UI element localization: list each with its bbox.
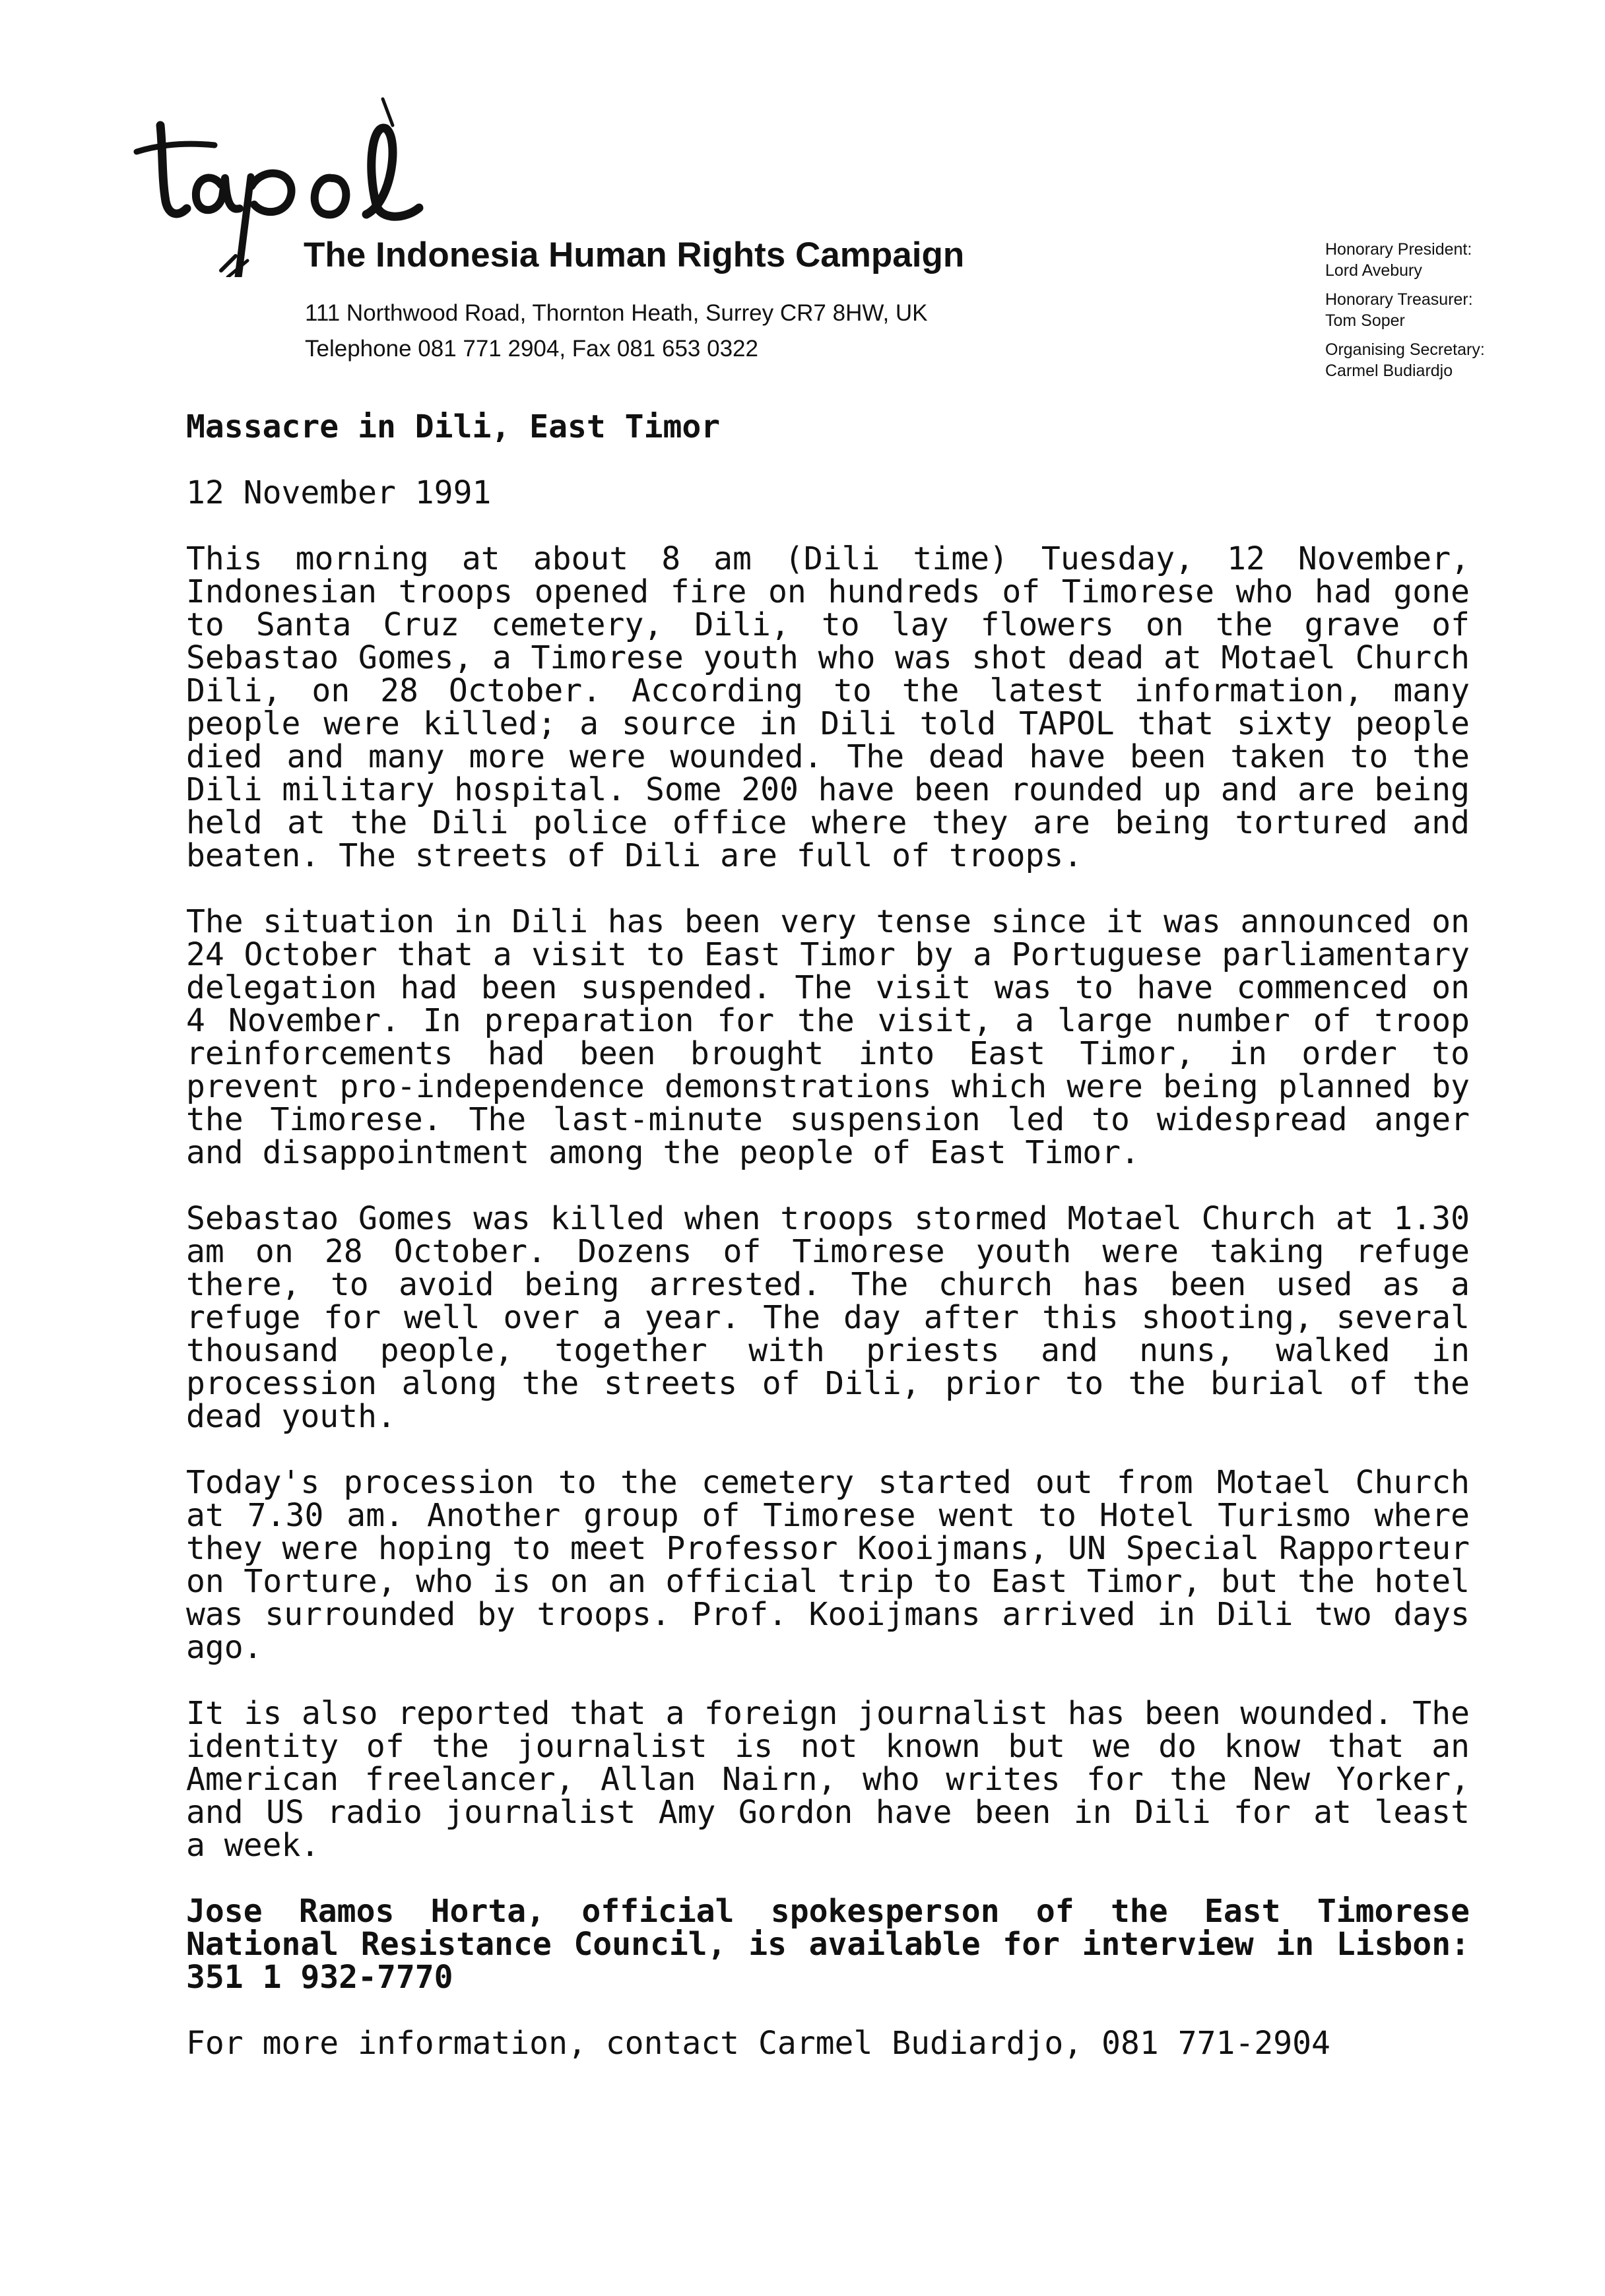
footer-contact: For more information, contact Carmel Budiardjo, 081 771-2904 bbox=[186, 2025, 1330, 2062]
logo-text: tapol bbox=[122, 79, 123, 80]
text-line: held at the Dili police office where they are being tortured and bbox=[186, 804, 1470, 841]
text-line: people were killed; a source in Dili told TAPOL that sixty people bbox=[186, 705, 1470, 742]
secretary-title: Organising Secretary: bbox=[1325, 340, 1485, 359]
text-line: Today's procession to the cemetery started out from Motael Church bbox=[186, 1464, 1470, 1501]
text-line: am on 28 October. Dozens of Timorese youth were taking refuge bbox=[186, 1233, 1470, 1270]
text-line: refuge for well over a year. The day after this shooting, several bbox=[186, 1299, 1470, 1336]
secretary-name: Carmel Budiardjo bbox=[1325, 362, 1453, 380]
text-line: procession along the streets of Dili, prior to the burial of the bbox=[186, 1365, 1470, 1402]
phone-fax-line: Telephone 081 771 2904, Fax 081 653 0322 bbox=[305, 336, 758, 362]
text-line: was surrounded by troops. Prof. Kooijmans arrived in Dili two days bbox=[186, 1596, 1470, 1633]
text-line: The situation in Dili has been very tense since it was announced on bbox=[186, 903, 1470, 940]
text-line: reinforcements had been brought into East Timor, in order to bbox=[186, 1035, 1470, 1072]
contact-paragraph bbox=[186, 1895, 1470, 1994]
text-line: and US radio journalist Amy Gordon have been in Dili for at least bbox=[186, 1794, 1470, 1831]
organisation-name: The Indonesia Human Rights Campaign bbox=[304, 236, 965, 274]
text-line: the Timorese. The last-minute suspension led to widespread anger bbox=[186, 1101, 1470, 1138]
document-date: 12 November 1991 bbox=[186, 474, 492, 511]
president-title: Honorary President: bbox=[1325, 240, 1472, 259]
document-title: Massacre in Dili, East Timor bbox=[186, 408, 721, 445]
text-line: they were hoping to meet Professor Kooijmans, UN Special Rapporteur bbox=[186, 1530, 1470, 1567]
text-line: died and many more were wounded. The dead have been taken to the bbox=[186, 738, 1470, 775]
organisation-address bbox=[305, 296, 928, 367]
address-line: 111 Northwood Road, Thornton Heath, Surrey CR7 8HW, UK bbox=[305, 300, 928, 326]
text-line: dead youth. bbox=[186, 1398, 396, 1435]
text-line: American freelancer, Allan Nairn, who writes for the New Yorker, bbox=[186, 1761, 1470, 1798]
text-line: there, to avoid being arrested. The church has been used as a bbox=[186, 1266, 1470, 1303]
text-line: This morning at about 8 am (Dili time) Tuesday, 12 November, bbox=[186, 540, 1470, 577]
paragraph-4 bbox=[186, 1466, 1470, 1664]
text-line: Dili, on 28 October. According to the latest information, many bbox=[186, 672, 1470, 709]
text-line: at 7.30 am. Another group of Timorese went to Hotel Turismo where bbox=[186, 1497, 1470, 1534]
text-line: Sebastao Gomes, a Timorese youth who was shot dead at Motael Church bbox=[186, 639, 1470, 676]
paragraph-1 bbox=[186, 542, 1470, 872]
treasurer-name: Tom Soper bbox=[1325, 311, 1405, 330]
text-line: Dili military hospital. Some 200 have been rounded up and are being bbox=[186, 771, 1470, 808]
text-line: thousand people, together with priests and nuns, walked in bbox=[186, 1332, 1470, 1369]
text-line: 4 November. In preparation for the visit, a large number of troop bbox=[186, 1002, 1470, 1039]
paragraph-5 bbox=[186, 1697, 1470, 1862]
president-name: Lord Avebury bbox=[1325, 261, 1422, 280]
text-line: Jose Ramos Horta, official spokesperson of the East Timorese bbox=[186, 1893, 1470, 1930]
text-line: beaten. The streets of Dili are full of troops. bbox=[186, 837, 1083, 874]
officers-list bbox=[1325, 239, 1485, 381]
text-line: 351 1 932-7770 bbox=[186, 1959, 453, 1996]
text-line: on Torture, who is on an official trip to East Timor, but the hotel bbox=[186, 1563, 1470, 1600]
text-line: It is also reported that a foreign journalist has been wounded. The bbox=[186, 1695, 1470, 1732]
text-line: National Resistance Council, is available for interview in Lisbon: bbox=[186, 1926, 1470, 1963]
text-line: a week. bbox=[186, 1827, 320, 1864]
text-line: Indonesian troops opened fire on hundreds of Timorese who had gone bbox=[186, 573, 1470, 610]
text-line: Sebastao Gomes was killed when troops stormed Motael Church at 1.30 bbox=[186, 1200, 1470, 1237]
text-line: identity of the journalist is not known but we do know that an bbox=[186, 1728, 1470, 1765]
paragraph-3 bbox=[186, 1202, 1470, 1433]
text-line: ago. bbox=[186, 1629, 263, 1666]
text-line: and disappointment among the people of East Timor. bbox=[186, 1134, 1140, 1171]
text-line: delegation had been suspended. The visit was to have commenced on bbox=[186, 969, 1470, 1006]
text-line: 24 October that a visit to East Timor by a Portuguese parliamentary bbox=[186, 936, 1470, 973]
text-line: to Santa Cruz cemetery, Dili, to lay flowers on the grave of bbox=[186, 606, 1470, 643]
text-line: prevent pro-independence demonstrations which were being planned by bbox=[186, 1068, 1470, 1105]
paragraph-2 bbox=[186, 905, 1470, 1169]
treasurer-title: Honorary Treasurer: bbox=[1325, 290, 1473, 309]
